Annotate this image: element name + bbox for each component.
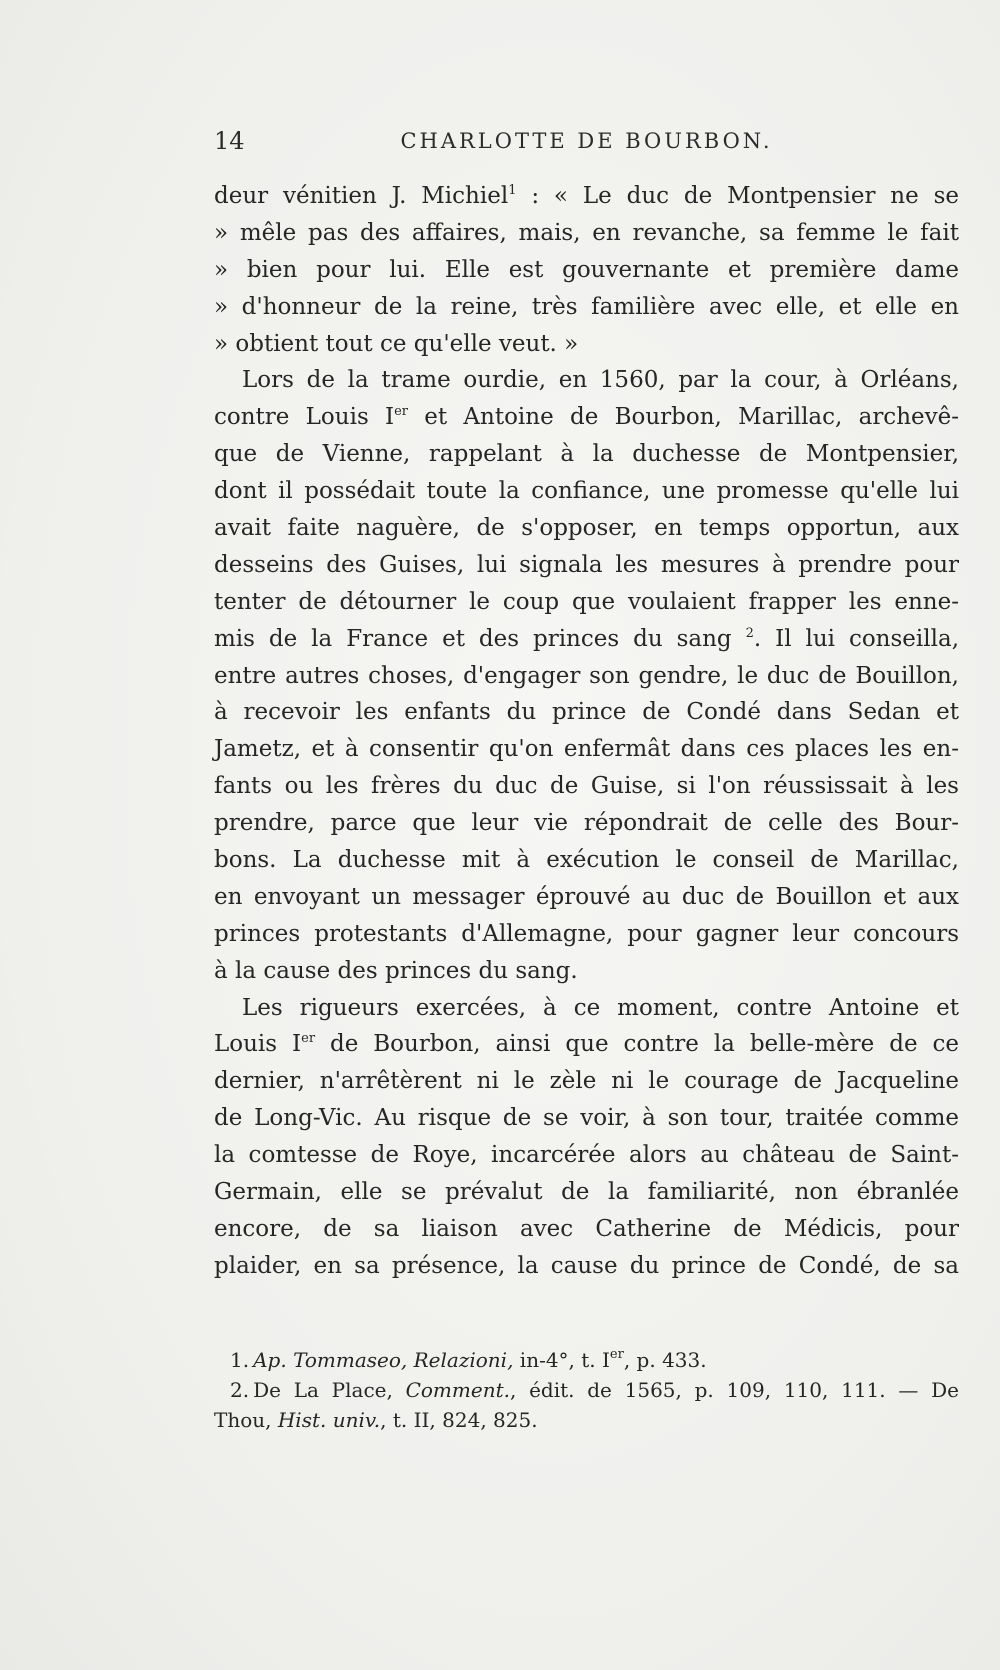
running-header xyxy=(214,127,959,161)
footnote-1: 1. Ap. Tommaseo, Relazioni, in-4°, t. Ier, p. 433. xyxy=(230,1347,707,1372)
text-line: Germain, elle se prévalut de la familiarité, non ébranlée xyxy=(214,1179,959,1206)
running-title: CHARLOTTE DE BOURBON. xyxy=(400,129,773,153)
text-line: bons. La duchesse mit à exécution le conseil de Marillac, xyxy=(214,847,959,874)
text-line: tenter de détourner le coup que voulaient frapper les enne- xyxy=(214,588,959,615)
text-line: Jametz, et à consentir qu'on enfermât dans ces places les en- xyxy=(214,736,959,763)
text-line: Lors de la trame ourdie, en 1560, par la cour, à Orléans, xyxy=(242,367,959,394)
text-line: » d'honneur de la reine, très familière avec elle, et elle en xyxy=(214,293,959,320)
text-line: encore, de sa liaison avec Catherine de Médicis, pour xyxy=(214,1215,959,1242)
body-text xyxy=(214,178,959,1285)
page-number: 14 xyxy=(214,127,245,155)
text-line: plaider, en sa présence, la cause du prince de Condé, de sa xyxy=(214,1252,959,1279)
text-line: dernier, n'arrêtèrent ni le zèle ni le courage de Jacqueline xyxy=(214,1068,959,1095)
text-line: princes protestants d'Allemagne, pour gagner leur concours xyxy=(214,920,959,947)
footnote-ref: 1 xyxy=(508,183,517,198)
text-line: dont il possédait toute la confiance, une promesse qu'elle lui xyxy=(214,478,959,505)
footnote-2-continued: Thou, Hist. univ., t. II, 824, 825. xyxy=(214,1408,538,1432)
text-line: que de Vienne, rappelant à la duchesse de Montpensier, xyxy=(214,441,959,468)
footnote-2: 2. De La Place, Comment., édit. de 1565, p. 109, 110, 111. — De xyxy=(230,1378,959,1402)
text-line: avait faite naguère, de s'opposer, en temps opportun, aux xyxy=(214,515,959,542)
text-line: » obtient tout ce qu'elle veut. » xyxy=(214,330,579,357)
text-line: desseins des Guises, lui signala les mesures à prendre pour xyxy=(214,551,959,578)
text-line: » mêle pas des affaires, mais, en revanche, sa femme le fait xyxy=(214,219,959,246)
text-line: mis de la France et des princes du sang $^2$. Il lui conseilla, xyxy=(214,625,960,652)
text-line: la comtesse de Roye, incarcérée alors au château de Saint- xyxy=(214,1142,959,1169)
text-line: fants ou les frères du duc de Guise, si l'on réussissait à les xyxy=(214,773,959,800)
text-line: à recevoir les enfants du prince de Condé dans Sedan et xyxy=(214,699,959,726)
text-line: » bien pour lui. Elle est gouvernante et première dame xyxy=(214,256,959,283)
superscript: er xyxy=(301,1031,316,1047)
text-line: contre Louis Ier et Antoine de Bourbon, Marillac, archevê- xyxy=(214,404,959,431)
text-line: de Long-Vic. Au risque de se voir, à son tour, traitée comme xyxy=(214,1105,959,1132)
text-line: entre autres choses, d'engager son gendre, le duc de Bouillon, xyxy=(214,662,959,689)
superscript: er xyxy=(394,404,409,420)
footnotes xyxy=(214,1345,959,1435)
text-line: Les rigueurs exercées, à ce moment, contre Antoine et xyxy=(242,994,959,1021)
footnote-ref: 2 xyxy=(745,625,754,641)
text-line: à la cause des princes du sang. xyxy=(214,957,578,984)
text-line: deur vénitien J. Michiel$^1$ : « Le duc de Montpensier ne se xyxy=(214,183,959,209)
text-line: prendre, parce que leur vie répondrait de celle des Bour- xyxy=(214,810,959,837)
text-line: Louis Ier de Bourbon, ainsi que contre la belle-mère de ce xyxy=(214,1031,959,1058)
text-line: en envoyant un messager éprouvé au duc de Bouillon et aux xyxy=(214,883,959,910)
